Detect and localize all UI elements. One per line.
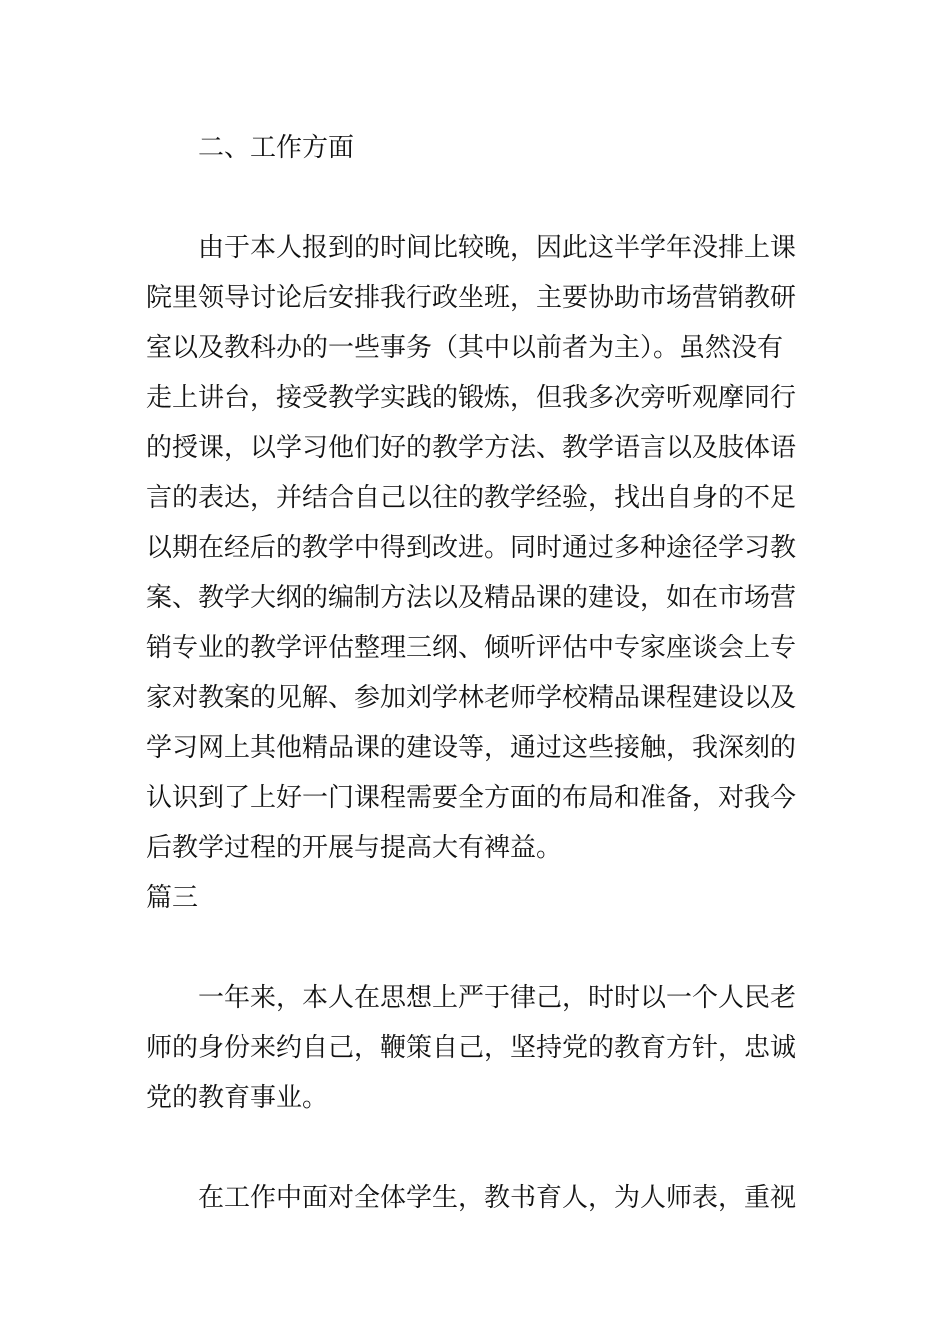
paragraph-line: 院里领导讨论后安排我行政坐班，主要协助市场营销教研	[146, 283, 797, 313]
paragraph-line: 后教学过程的开展与提高大有裨益。	[146, 833, 563, 863]
paragraph-line: 认识到了上好一门课程需要全方面的布局和准备，对我今	[146, 783, 797, 813]
paragraph-line: 一年来，本人在思想上严于律己，时时以一个人民老	[198, 983, 797, 1013]
paragraph-line: 由于本人报到的时间比较晚，因此这半学年没排上课	[198, 233, 797, 263]
section-heading: 二、工作方面	[198, 133, 355, 163]
paragraph-line: 在工作中面对全体学生，教书育人，为人师表，重视	[198, 1183, 797, 1213]
paragraph-line: 走上讲台，接受教学实践的锻炼，但我多次旁听观摩同行	[146, 383, 797, 413]
paragraph-line: 以期在经后的教学中得到改进。同时通过多种途径学习教	[146, 533, 797, 563]
part-title: 篇三	[146, 883, 199, 913]
paragraph-line: 学习网上其他精品课的建设等，通过这些接触，我深刻的	[146, 733, 797, 763]
paragraph-line: 家对教案的见解、参加刘学林老师学校精品课程建设以及	[146, 683, 797, 713]
paragraph-line: 案、教学大纲的编制方法以及精品课的建设，如在市场营	[146, 583, 797, 613]
paragraph-line: 言的表达，并结合自己以往的教学经验，找出自身的不足	[146, 483, 797, 513]
paragraph-line: 党的教育事业。	[146, 1083, 329, 1113]
paragraph-line: 室以及教科办的一些事务（其中以前者为主）。虽然没有	[146, 333, 784, 363]
paragraph-line: 的授课，以学习他们好的教学方法、教学语言以及肢体语	[146, 433, 797, 463]
paragraph-line: 师的身份来约自己，鞭策自己，坚持党的教育方针，忠诚	[146, 1033, 797, 1063]
paragraph-line: 销专业的教学评估整理三纲、倾听评估中专家座谈会上专	[146, 633, 797, 663]
